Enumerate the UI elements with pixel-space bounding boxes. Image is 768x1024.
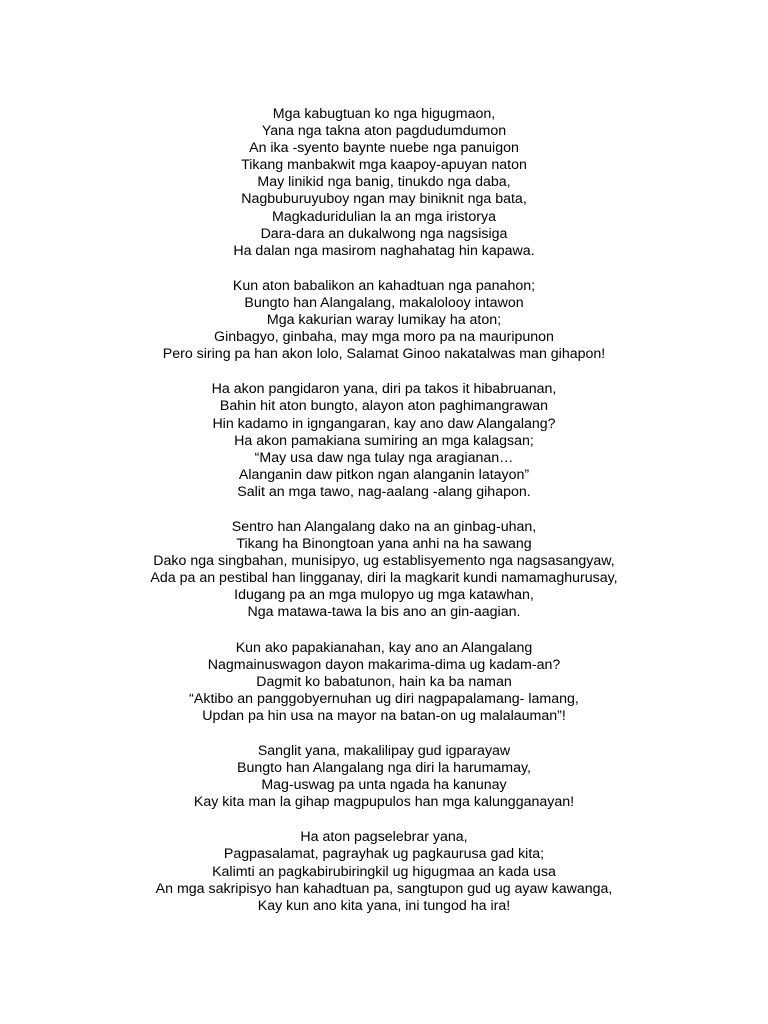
poem-line: Ha dalan nga masirom naghahatag hin kapawa. (233, 242, 535, 259)
stanza-4 (0, 519, 768, 622)
poem-page (0, 106, 768, 933)
stanza-3 (0, 381, 768, 501)
poem-line: An mga sakripisyo han kahadtuan pa, sangtupon gud ug ayaw kawanga, (155, 880, 613, 897)
poem-line: Kun ako papakianahan, kay ano an Alangalang (235, 639, 533, 656)
poem-line: Ha akon pamakiana sumiring an mga kalagsan; (234, 432, 534, 449)
poem-line: Bungto han Alangalang, makalolooy intawon (244, 294, 524, 311)
poem-line: Sentro han Alangalang dako na an ginbag-uhan, (231, 518, 537, 535)
poem-line: Mga kakurian waray lumikay ha aton; (266, 312, 502, 329)
stanza-6 (0, 743, 768, 811)
poem-line: Mag-uswag pa unta ngada ha kanunay (261, 777, 507, 794)
poem-line: Hin kadamo in igngangaran, kay ano daw Alangalang? (212, 415, 556, 432)
poem-line: Dara-dara an dukalwong nga nagsisiga (260, 225, 508, 242)
stanza-1 (0, 106, 768, 260)
poem-line: Pero siring pa han akon lolo, Salamat Ginoo nakatalwas man gihapon! (162, 346, 606, 363)
poem-line: Nagmainuswagon dayon makarima-dima ug kadam-an? (207, 656, 561, 673)
poem-line: Alanganin daw pitkon ngan alanganin latayon” (238, 466, 530, 483)
poem-line: Ha aton pagselebrar yana, (300, 829, 468, 846)
poem-line: Yana nga takna aton pagdudumdumon (261, 123, 507, 140)
poem-line: Magkaduridulian la an mga iristorya (272, 208, 496, 225)
poem-line: Tikang manbakwit mga kaapoy-apuyan naton (241, 157, 527, 174)
poem-line: Bahin hit aton bungto, alayon aton paghimangrawan (219, 398, 549, 415)
poem-line: Mga kabugtuan ko nga higugmaon, (272, 106, 496, 122)
poem-line: Updan pa hin usa na mayor na batan-on ug malalauman”! (202, 707, 566, 724)
poem-line: An ika -syento baynte nuebe nga panuigon (249, 140, 519, 157)
poem-line: Ginbagyo, ginbaha, may mga moro pa na mauripunon (214, 329, 554, 346)
poem-line: Salit an mga tawo, nag-aalang -alang gihapon. (237, 483, 531, 500)
poem-line: Dagmit ko babatunon, hain ka ba naman (256, 673, 512, 690)
poem-line: Tikang ha Binongtoan yana anhi na ha sawang (236, 536, 532, 553)
poem-line: Nagbuburuyuboy ngan may biniknit nga bata, (241, 191, 527, 208)
poem-line: Ha akon pangidaron yana, diri pa takos it hibabruanan, (211, 381, 557, 398)
poem-line: “May usa daw nga tulay nga aragianan… (254, 449, 514, 466)
poem-line: May linikid nga banig, tinukdo nga daba, (257, 174, 511, 191)
poem-line: Kalimti an pagkabirubiringkil ug higugmaa an kada usa (212, 863, 556, 880)
poem-line: “Aktibo an panggobyernuhan ug diri nagpapalamang- lamang, (189, 690, 579, 707)
poem-line: Kun aton babalikon an kahadtuan nga panahon; (232, 277, 536, 294)
stanza-2 (0, 278, 768, 363)
poem-line: Sanglit yana, makalilipay gud igparayaw (257, 743, 511, 759)
poem-line: Bungto han Alangalang nga diri la harumamay, (237, 760, 531, 777)
stanza-5 (0, 640, 768, 725)
poem-line: Kay kun ano kita yana, ini tungod ha ira! (257, 897, 511, 914)
poem-line: Idugang pa an mga mulopyo ug mga katawhan, (234, 587, 534, 604)
poem-line: Kay kita man la gihap magpupulos han mga kalungganayan! (193, 794, 575, 811)
poem-line: Pagpasalamat, pagrayhak ug pagkaurusa gad kita; (223, 846, 545, 863)
poem-line: Nga matawa-tawa la bis ano an gin-aagian. (247, 604, 521, 621)
poem-line: Ada pa an pestibal han lingganay, diri la magkarit kundi namamaghurusay, (150, 570, 618, 587)
poem-line: Dako nga singbahan, munisipyo, ug establisyemento nga nagsasangyaw, (153, 553, 615, 570)
stanza-7 (0, 829, 768, 914)
